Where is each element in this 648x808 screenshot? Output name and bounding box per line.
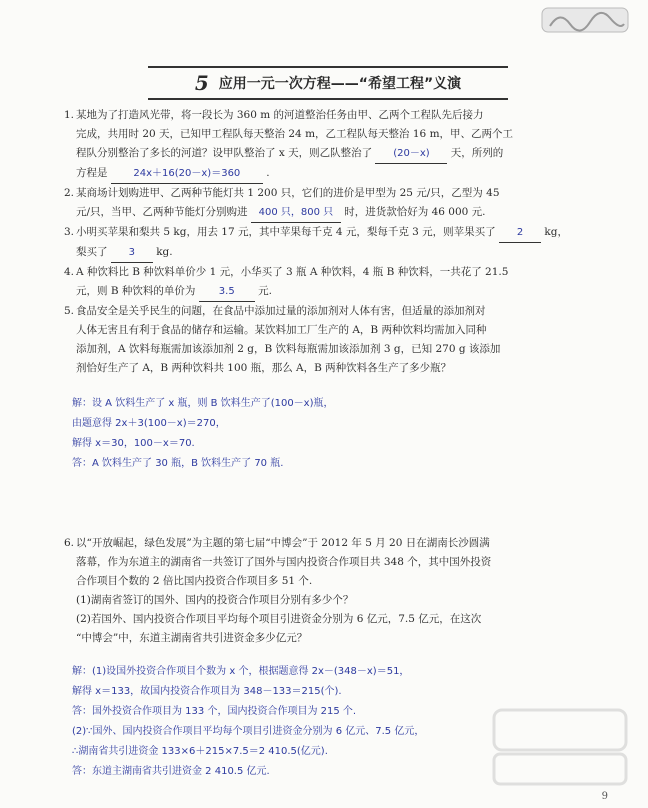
q3-text: kg. <box>156 246 173 258</box>
q3-text: kg， <box>544 226 568 238</box>
question-number: 3. <box>64 226 75 238</box>
q3-answer-blank-2: 3 <box>111 243 153 263</box>
question-1 <box>64 106 596 184</box>
solution-line: (2)∵国外、国内投资合作项目平均每个项目引进资金分别为 6 亿元、7.5 亿元， <box>72 726 425 737</box>
q3-answer-blank-1: 2 <box>499 223 541 243</box>
q3-text: 梨买了 <box>76 246 108 258</box>
q5-line: 剂恰好生产了 A，B 两种饮料共 100 瓶，那么 A，B 两种饮料各生产了多少瓶？ <box>76 362 452 374</box>
q1-line: 某地为了打造风光带，将一段长为 360 m 的河道整治任务由甲、乙两个工程队先后接力 <box>76 109 484 121</box>
lesson-title: 应用一元一次方程——“希望工程”义演 <box>218 76 462 92</box>
q5-line: 食品安全是关乎民生的问题，在食品中添加过量的添加剂对人体有害，但适量的添加剂对 <box>76 305 486 317</box>
q1-text: 程队分别整治了多长的河道？设甲队整治了 x 天，则乙队整治了 <box>76 147 373 159</box>
q1-line <box>76 144 596 164</box>
q2-text: 元/只，当甲、乙两种节能灯分别购进 <box>76 206 248 218</box>
q1-text: 方程是 <box>76 167 108 179</box>
question-2 <box>64 184 596 223</box>
q5-line: 人体无害且有利于食品的储存和运输。某饮料加工厂生产的 A，B 两种饮料均需加入同种 <box>76 324 487 336</box>
lesson-number: 5 <box>194 71 209 95</box>
watermark-graphic <box>490 704 630 790</box>
question-5 <box>64 302 596 474</box>
question-number: 6. <box>64 537 75 549</box>
q3-line <box>76 223 596 243</box>
page-number: 9 <box>601 791 608 802</box>
q6-part-2-cont: “中博会”中，东道主湖南省共引进资金多少亿元？ <box>76 632 308 644</box>
question-number: 1. <box>64 109 75 121</box>
q1-line: 完成，共用时 20 天，已知甲工程队每天整治 24 m，乙工程队每天整治 16 m，甲、乙两个工 <box>76 128 514 140</box>
q2-text: 时，进货款恰好为 46 000 元. <box>344 206 486 218</box>
question-number: 2. <box>64 187 75 199</box>
q6-line: 落幕，作为东道主的湖南省一共签订了国外与国内投资合作项目共 348 个，其中国外投资 <box>76 556 492 568</box>
q6-part-1: (1)湖南省签订的国外、国内的投资合作项目分别有多少个？ <box>76 594 354 606</box>
q1-text: . <box>266 167 270 179</box>
question-3 <box>64 223 596 263</box>
q4-answer-blank: 3.5 <box>199 282 255 302</box>
q6-part-2: (2)若国外、国内投资合作项目平均每个项目引进资金分别为 6 亿元，7.5 亿元，在这次 <box>76 613 482 625</box>
solution-line: 解：设 A 饮料生产了 x 瓶，则 B 饮料生产了(100－x)瓶， <box>72 398 334 409</box>
q5-line: 添加剂，A 饮料每瓶需加该添加剂 2 g，B 饮料每瓶需加该添加剂 3 g，已知 270 g 该添加 <box>76 343 501 355</box>
solution-line: 解得 x＝133，故国内投资合作项目为 348－133＝215(个). <box>72 686 342 697</box>
q2-answer-blank: 400 只，800 只 <box>251 203 341 223</box>
solution-line: 由题意得 2x＋3(100－x)＝270， <box>72 418 226 429</box>
q1-line <box>76 164 596 184</box>
lesson-title-bar <box>148 66 508 100</box>
solution-line: 解得 x＝30，100－x＝70. <box>72 438 195 449</box>
q1-text: 天，所列的 <box>450 147 504 159</box>
publisher-logo <box>540 4 630 36</box>
q2-line <box>76 203 596 223</box>
q3-line <box>76 243 596 263</box>
solution-line: 答：国外投资合作项目为 133 个，国内投资合作项目为 215 个. <box>72 706 357 717</box>
solution-line: 答：A 饮料生产了 30 瓶，B 饮料生产了 70 瓶. <box>72 458 284 469</box>
q1-answer-blank-1: (20－x) <box>375 144 447 164</box>
q6-line: 以“开放崛起，绿色发展”为主题的第七届“中博会”于 2012 年 5 月 20 日在湖南长沙圆满 <box>76 537 490 549</box>
q2-line: 某商场计划购进甲、乙两种节能灯共 1 200 只，它们的进价是甲型为 25 元/只，乙型为 45 <box>76 187 500 199</box>
q4-text: 元，则 B 种饮料的单价为 <box>76 285 196 297</box>
solution-line: 答：东道主湖南省共引进资金 2 410.5 亿元. <box>72 766 270 777</box>
exercise-content <box>64 106 596 782</box>
solution-line: ∴湖南省共引进资金 133×6＋215×7.5＝2 410.5(亿元). <box>72 746 328 757</box>
q6-line: 合作项目个数的 2 倍比国内投资合作项目多 51 个. <box>76 575 313 587</box>
q4-line <box>76 282 596 302</box>
q1-answer-blank-2: 24x＋16(20－x)＝360 <box>111 164 263 184</box>
q3-text: 小明买苹果和梨共 5 kg，用去 17 元，其中苹果每千克 4 元，梨每千克 3 元，则苹果买了 <box>76 226 496 238</box>
q4-text: 元. <box>258 285 272 297</box>
solution-line: 解：(1)设国外投资合作项目个数为 x 个，根据题意得 2x－(348－x)＝51， <box>72 666 410 677</box>
question-number: 5. <box>64 305 75 317</box>
question-4 <box>64 263 596 302</box>
question-number: 4. <box>64 266 75 278</box>
q5-solution <box>72 394 596 474</box>
q4-line: A 种饮料比 B 种饮料单价少 1 元，小华买了 3 瓶 A 种饮料，4 瓶 B 种饮料，一共花了 21.5 <box>76 266 509 278</box>
